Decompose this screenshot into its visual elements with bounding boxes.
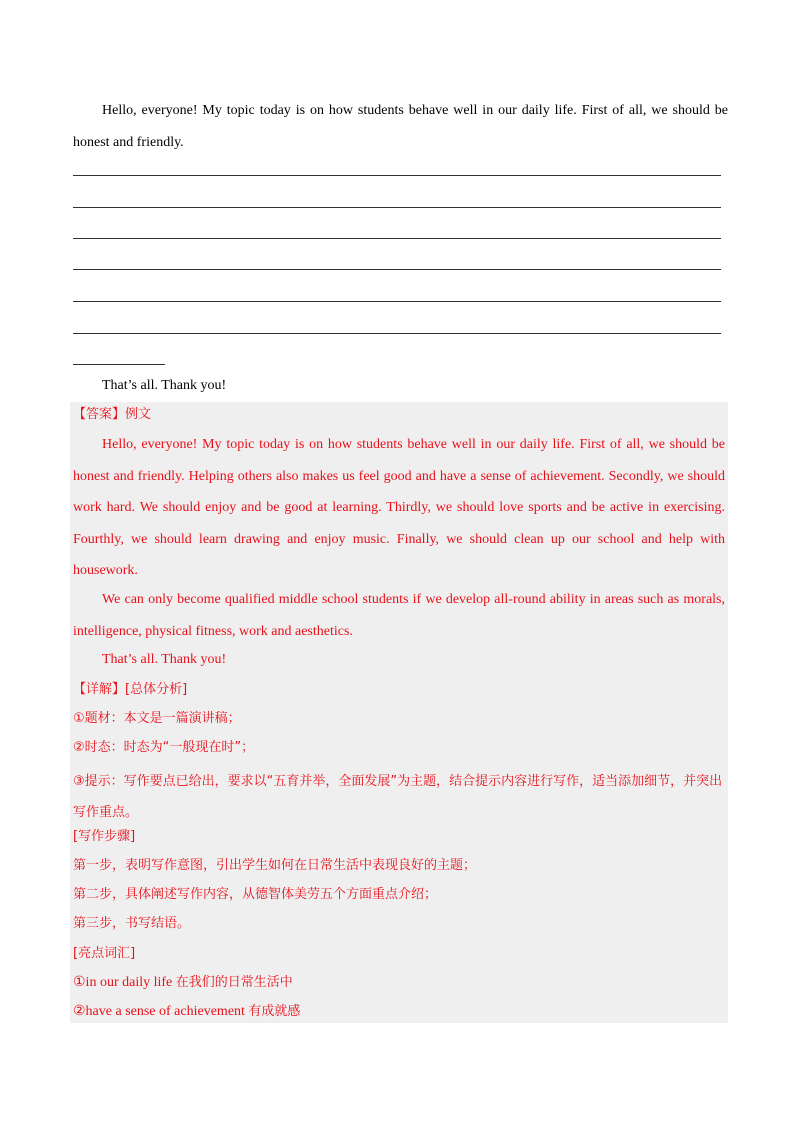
writing-line — [73, 301, 721, 302]
analysis-item-1: ①题材：本文是一篇演讲稿； — [73, 711, 241, 726]
analysis-item-2: ②时态：时态为“一般现在时”； — [73, 740, 255, 755]
writing-line — [73, 269, 721, 270]
answer-closing: That’s all. Thank you! — [102, 652, 227, 667]
writing-line-short — [73, 364, 165, 365]
writing-step-1: 第一步，表明写作意图，引出学生如何在日常生活中表现良好的主题； — [73, 858, 477, 873]
writing-line — [73, 238, 721, 239]
writing-step-2: 第二步，具体阐述写作内容，从德智体美劳五个方面重点介绍； — [73, 887, 438, 902]
writing-step-3: 第三步，书写结语。 — [73, 916, 191, 931]
answer-label: 【答案】例文 — [73, 407, 152, 422]
writing-line — [73, 175, 721, 176]
vocab-title: [亮点词汇] — [73, 946, 136, 961]
vocab-item-1-chinese: 在我们的日常生活中 — [175, 975, 293, 990]
analysis-item-3: ③提示：写作要点已给出，要求以“五育并举，全面发展”为主题，结合提示内容进行写作，适当添加细节，并突出写作重点。 — [73, 774, 723, 820]
writing-line — [73, 333, 721, 334]
writing-steps-title: [写作步骤] — [73, 829, 136, 844]
answer-paragraph-2: We can only become qualified middle school students if we develop all-round ability in areas such as morals, intelligence, physical fitness, work and aesthetics. — [73, 592, 725, 639]
vocab-item-1 — [73, 972, 725, 994]
vocab-item-1-english: ①in our daily life — [73, 975, 173, 990]
vocab-item-2-english: ②have a sense of achievement — [73, 1004, 245, 1019]
prompt-closing: That’s all. Thank you! — [102, 378, 227, 393]
analysis-label: 【详解】[总体分析] — [73, 682, 188, 697]
vocab-item-2-chinese: 有成就感 — [248, 1004, 301, 1019]
answer-paragraph-1: Hello, everyone! My topic today is on how students behave well in our daily life. First of all, we should be honest and friendly. Helping others also makes us feel good and have a sense of achievement. Secondly, we should work hard. We should enjoy and be good at learning. Thirdly, we should love sports and be active in exercising. Fourthly, we should learn drawing and enjoy music. Finally, we should clean up our school and help with housework. — [73, 437, 725, 578]
vocab-item-2 — [73, 1001, 725, 1023]
writing-line — [73, 207, 721, 208]
prompt-paragraph: Hello, everyone! My topic today is on how students behave well in our daily life. First of all, we should be honest and friendly. — [73, 103, 728, 150]
